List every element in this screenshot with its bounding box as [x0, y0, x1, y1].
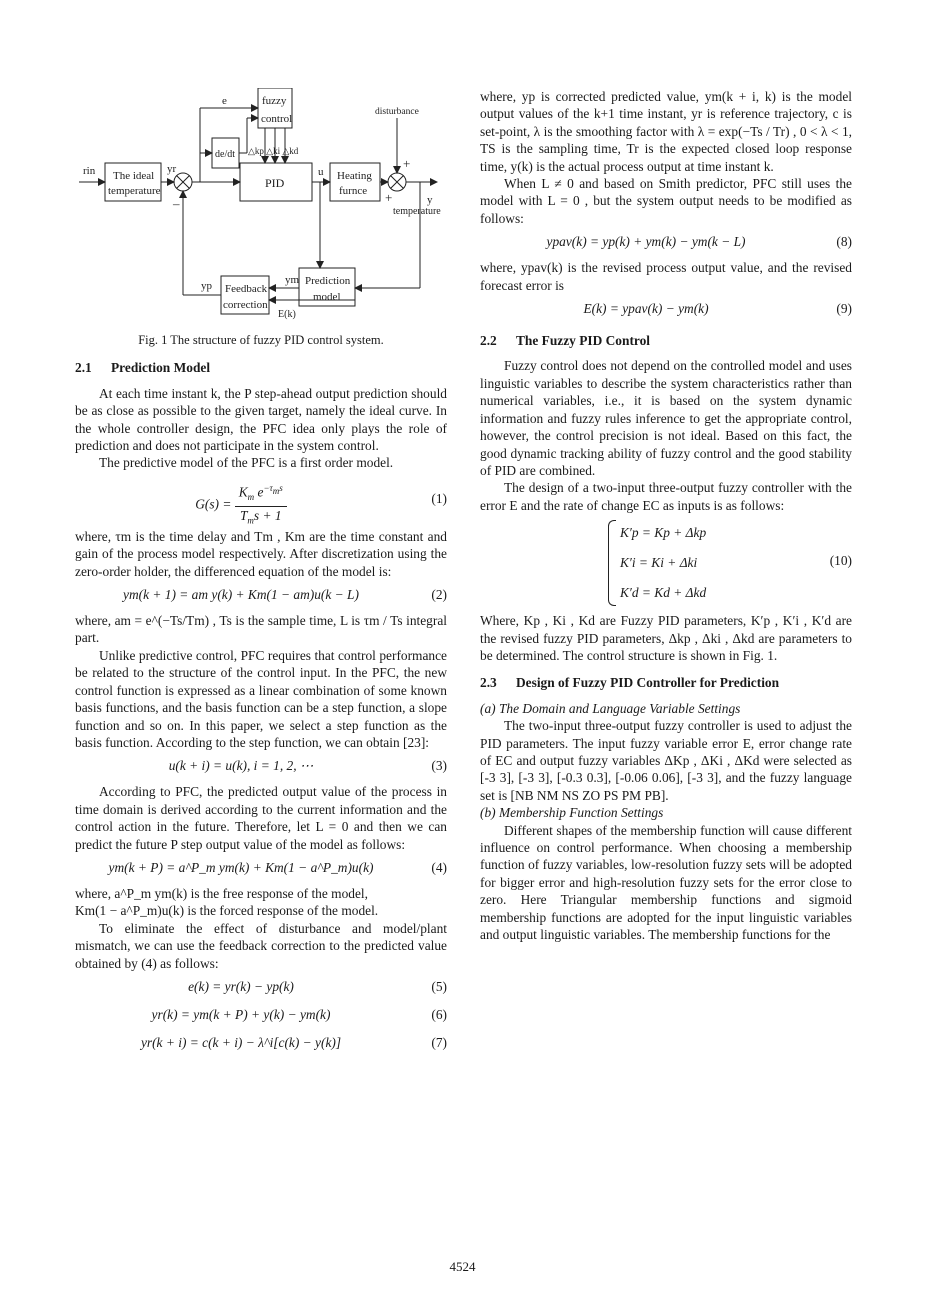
equation-8: ypav(k) = yp(k) + ym(k) − ym(k − L) (8)	[546, 234, 852, 250]
paragraph: According to PFC, the predicted output value of the process in time domain is derived according to the current information and the control action in the future. Therefore, let L = 0 and then we can predict the future P step output value of the model as follows:	[75, 784, 447, 852]
label-feedback-1: Feedback	[225, 283, 268, 295]
paragraph: Where, Kp , Ki , Kd are Fuzzy PID parameters, K′p , K′i , K′d are the revised fuzzy PID parameters, Δkp , Δki , Δkd are parameters to be determined. The control structure is shown in Fig. 1.	[480, 613, 852, 663]
section-2-2-heading: 2.2 The Fuzzy PID Control	[480, 333, 651, 349]
equation-3: u(k + i) = u(k), i = 1, 2, ⋯ (3)	[168, 758, 447, 774]
equation-5: e(k) = yr(k) − yp(k) (5)	[188, 978, 447, 994]
right-column	[480, 88, 852, 943]
paragraph: Km(1 − a^P_m)u(k) is the forced response of the model.	[75, 903, 379, 919]
paragraph: To eliminate the effect of disturbance and model/plant mismatch, we can use the feedback correction to the predicted value obtained by (4) as follows:	[75, 920, 447, 971]
paragraph: where, ypav(k) is the revised process output value, and the revised forecast error is	[480, 260, 852, 293]
label-heating-1: Heating	[337, 170, 372, 182]
label-feedback-2: correction	[223, 299, 268, 311]
paragraph: where, a^P_m ym(k) is the free response of the model,	[75, 885, 368, 901]
label-e: e	[222, 95, 227, 107]
label-dedt: de/dt	[215, 149, 235, 160]
equation-7: yr(k + i) = c(k + i) − λ^i[c(k) − y(k)] (7)	[140, 1034, 447, 1050]
paragraph: Different shapes of the membership function will cause different influence on control performance. When choosing a membership function of fuzzy variables, low-resolution fuzzy sets will be adopted for bigger error and high-resolution fuzzy sets for the error close to zero. Here Triangular membership functions and sigmoid membership functions are adopted for the input linguistic variables and output linguistic variables. The membership functions for the	[480, 822, 852, 943]
equation-9: E(k) = ypav(k) − ym(k) (9)	[583, 301, 852, 317]
left-column	[75, 88, 447, 1060]
label-yp: yp	[201, 280, 212, 292]
paragraph: Fuzzy control does not depend on the controlled model and uses linguistic variables to describe the system characteristics rather than numerical variables, i.e., it is based on the system dynamic information and fuzzy rules inference to get the appropriate control, however, the control precision is not ideal. Based on this fact, the good dynamic tracking ability of fuzzy control and the good stability of PID are combined.	[480, 358, 852, 478]
label-pid: PID	[265, 176, 285, 190]
label-ym: ym	[285, 274, 300, 286]
label-rin: rin	[83, 165, 96, 177]
figure-1	[75, 88, 447, 328]
label-temperature: temperature	[393, 206, 441, 217]
label-ideal-1: The ideal	[113, 170, 155, 182]
equation-6: yr(k) = ym(k + P) + y(k) − ym(k) (6)	[151, 1006, 447, 1022]
label-plus-1: +	[403, 156, 411, 171]
figure-caption: Fig. 1 The structure of fuzzy PID control system.	[138, 333, 384, 347]
label-plus-2: +	[385, 190, 393, 205]
paragraph: At each time instant k, the P step-ahead output prediction should be as close as possible to the given target, namely the ideal curve. In the whole controller design, the PFC idea only plays the role of prediction and does not participate in the system control.	[75, 385, 447, 454]
label-y: y	[427, 194, 433, 206]
equation-4: ym(k + P) = a^P_m ym(k) + Km(1 − a^P_m)u(k) (4)	[108, 859, 447, 875]
label-deltas: △kp △ki △kd	[248, 146, 299, 156]
paragraph: where, am = e^(−Ts/Tm) , Ts is the sample time, L is τm / Ts integral part.	[75, 613, 447, 646]
subsection-a-heading: (a) The Domain and Language Variable Settings	[480, 700, 741, 716]
equation-1: G(s) = $\frac{K_m e^{-\tau_ms}}{T_ms + 1}$ (1)	[75, 476, 447, 524]
paragraph: The two-input three-output fuzzy controller is used to adjust the PID parameters. The input fuzzy variable error E, error change rate of EC and output fuzzy variables ΔKp , ΔKi , ΔKd were selected as [-3 3], [-3 3], [-0.3 0.3], [-0.06 0.06], [-3 3], and the fuzzy language set is [NB NM NS ZO PS PM PB].	[480, 718, 852, 803]
label-ek: E(k)	[278, 309, 296, 320]
paragraph: Unlike predictive control, PFC requires that control performance be related to the structure of the control input. In the PFC, the new control function is expressed as a linear combination of some known basis functions, and the basis function can be a step function, a slope function and so on. In this paper, we select a step function as the basis function. According to the step function, we can obtain [23]:	[75, 647, 447, 750]
label-ideal-2: temperature	[108, 185, 161, 197]
page-number: 4524	[449, 1259, 476, 1274]
equation-10: K′p = Kp + Δkp K′i = Ki + Δki K′d = Kd + Δkd (10)	[480, 518, 852, 608]
equation-2: ym(k + 1) = am y(k) + Km(1 − am)u(k − L) (2)	[123, 587, 447, 603]
label-yr: yr	[167, 163, 177, 175]
paragraph: where, yp is corrected predicted value, ym(k + i, k) is the model output values of the k+1 time instant, yr is reference trajectory, c is set-point, λ is the smoothing factor with λ = exp(−Ts / Tr) , 0 < λ < 1, TS is the sampling time, Tr is the expected closed loop response time, y(k) is the actual process output at time instant k.	[480, 89, 852, 174]
subsection-b-heading: (b) Membership Function Settings	[480, 805, 664, 821]
label-u: u	[318, 166, 324, 178]
label-pred-2: model	[313, 291, 341, 303]
label-control: control	[261, 113, 293, 125]
label-pred-1: Prediction	[305, 275, 351, 287]
section-2-3-heading: 2.3 Design of Fuzzy PID Controller for Prediction	[480, 675, 780, 691]
label-fuzzy: fuzzy	[262, 95, 287, 107]
control-diagram	[75, 88, 447, 328]
paragraph: where, τm is the time delay and Tm , Km are the time constant and gain of the process model respectively. After discretization using the zero-order holder, the differenced equation of the model is:	[75, 528, 447, 579]
label-disturbance: disturbance	[375, 107, 419, 117]
label-minus: –	[173, 196, 180, 211]
paragraph: The predictive model of the PFC is a first order model.	[99, 455, 394, 471]
section-2-1-heading: 2.1 Prediction Model	[75, 360, 211, 376]
label-heating-2: furnce	[339, 185, 368, 197]
paragraph: The design of a two-input three-output fuzzy controller with the error E and the rate of change EC as inputs is as follows:	[480, 480, 852, 513]
paragraph: When L ≠ 0 and based on Smith predictor, PFC still uses the model with L = 0 , but the system output needs to be modified as follows:	[480, 176, 852, 226]
